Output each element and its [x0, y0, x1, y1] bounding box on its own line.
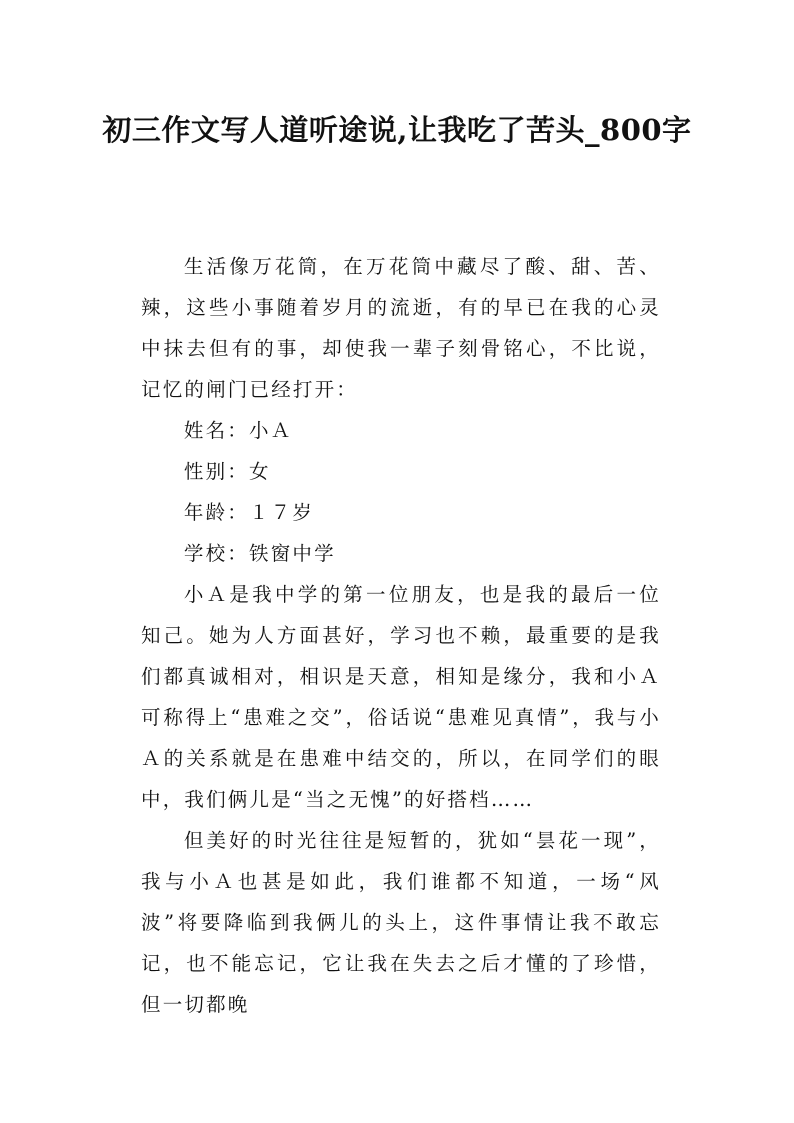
info-name: 姓名：小Ａ [183, 419, 293, 442]
paragraph-intro: 生活像万花筒，在万花筒中藏尽了酸、甜、苦、辣，这些小事随着岁月的流逝，有的早已在我的心灵中抹去但有的事，却使我一辈子刻骨铭心，不比说，记忆的闸门已经打开： [141, 255, 661, 401]
paragraph-storm: 但美好的时光往往是短暂的，犹如“昙花一现”，我与小Ａ也甚是如此，我们谁都不知道，一场“风波”将要降临到我俩儿的头上，这件事情让我不敢忘记，也不能忘记，它让我在失去之后才懂的了珍惜，但一切都晚 [141, 829, 661, 1016]
info-gender: 性别：女 [183, 460, 271, 483]
info-school: 学校：铁窗中学 [183, 542, 336, 565]
document-body [141, 246, 661, 1025]
paragraph-friend: 小Ａ是我中学的第一位朋友，也是我的最后一位知己。她为人方面甚好，学习也不赖，最重要的是我们都真诚相对，相识是天意，相知是缘分，我和小Ａ可称得上“患难之交”，俗话说“患难见真情”，我与小Ａ的关系就是在患难中结交的，所以，在同学们的眼中，我们俩儿是“当之无愧”的好搭档…… [141, 583, 661, 811]
document-title: 初三作文写人道听途说,让我吃了苦头_800字 [102, 113, 692, 147]
info-age: 年龄：１７岁 [183, 501, 315, 524]
